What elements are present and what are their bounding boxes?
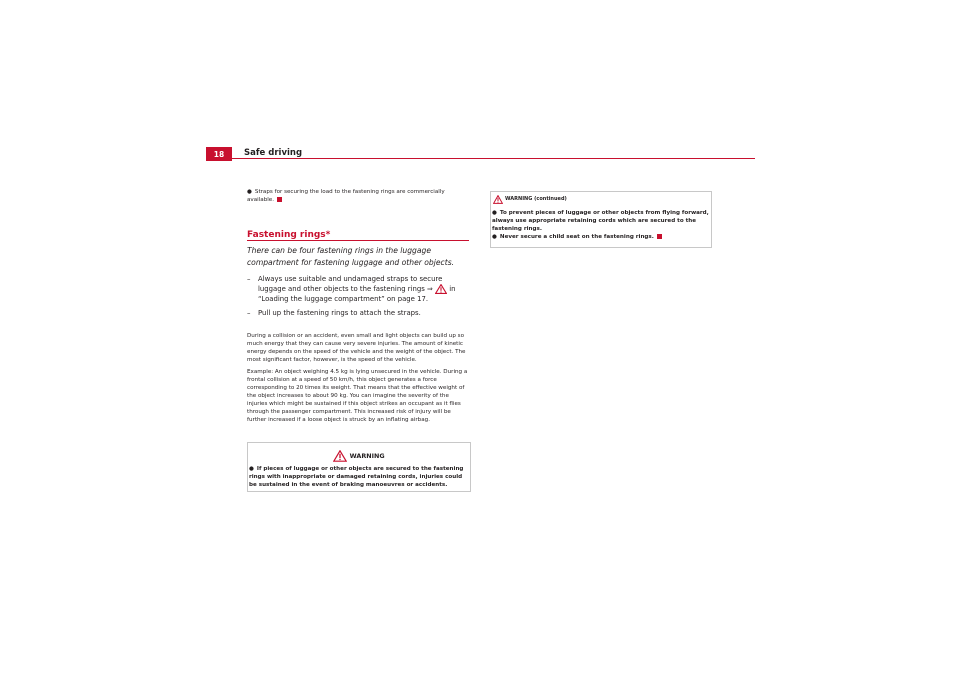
warning-continued-box (490, 191, 712, 248)
warning-list (249, 465, 469, 489)
warning-continued-title: WARNING (continued) (505, 196, 567, 202)
commercial-straps-note (247, 188, 469, 204)
warning-item (492, 209, 710, 233)
warning-header (248, 450, 470, 462)
warning-continued-list (492, 209, 710, 241)
end-of-section-icon (277, 197, 282, 202)
bullet-icon: ● (492, 210, 497, 216)
warning-box (247, 442, 471, 492)
section-title: Fastening rings* (247, 230, 331, 240)
bullet-icon: ● (492, 234, 497, 240)
warning-item-text: Never secure a child seat on the fastening rings. (499, 234, 654, 240)
warning-continued-header (505, 196, 567, 202)
warning-item (492, 233, 710, 241)
page-number: 18 (206, 147, 232, 161)
bullet-icon: ● (247, 189, 252, 195)
step-text-after: in “Loading the luggage compartment” on page 17. (258, 285, 456, 303)
step-text: Pull up the fastening rings to attach the straps. (258, 309, 421, 317)
paragraph: Example: An object weighing 4.5 kg is lying unsecured in the vehicle. During a frontal collision at a speed of 50 km/h, this object generates a force corresponding to 20 times its weight. That means that the effective weight of the object increases to about 90 kg. You can imagine the severity of the injuries which might be sustained if this object strikes an occupant as it flies through the passenger compartment. This increased risk of injury will be further increased if a loose object is struck by an inflating airbag. (247, 369, 468, 423)
warning-title: WARNING (349, 452, 385, 460)
step-item (247, 308, 472, 318)
paragraph: During a collision or an accident, even small and light objects can build up so much energy that they can cause very severe injuries. The amount of kinetic energy depends on the speed of the vehicle and the weight of the object. The most significant factor, however, is the speed of the vehicle. (247, 333, 466, 363)
warning-triangle-icon[interactable] (435, 284, 447, 294)
warning-item-text: To prevent pieces of luggage or other objects from flying forward, always use appropriate retaining cords which are secured to the fastening rings. (492, 210, 709, 232)
page-header-title: Safe driving (244, 148, 303, 158)
header-divider (206, 158, 755, 159)
end-of-section-icon (657, 234, 662, 239)
step-item (247, 274, 472, 304)
body-paragraphs (247, 332, 469, 428)
step-text-before: Always use suitable and undamaged straps to secure luggage and other objects to the fastening rings ⇒ (258, 275, 443, 293)
dash-marker: – (247, 309, 251, 317)
dash-marker: – (247, 275, 251, 283)
section-divider (247, 240, 469, 241)
warning-triangle-icon (493, 195, 503, 204)
warning-item: If pieces of luggage or other objects are secured to the fastening rings with inappropriate or damaged retaining cords, injuries could be sustained in the event of braking manoeuvres or accidents. (249, 466, 464, 488)
warning-triangle-icon (333, 450, 347, 462)
bullet-text: Straps for securing the load to the fastening rings are commercially available. (247, 189, 445, 203)
instruction-steps (247, 274, 472, 322)
section-intro: There can be four fastening rings in the luggage compartment for fastening luggage and other objects. (247, 246, 455, 267)
bullet-icon: ● (249, 466, 254, 472)
